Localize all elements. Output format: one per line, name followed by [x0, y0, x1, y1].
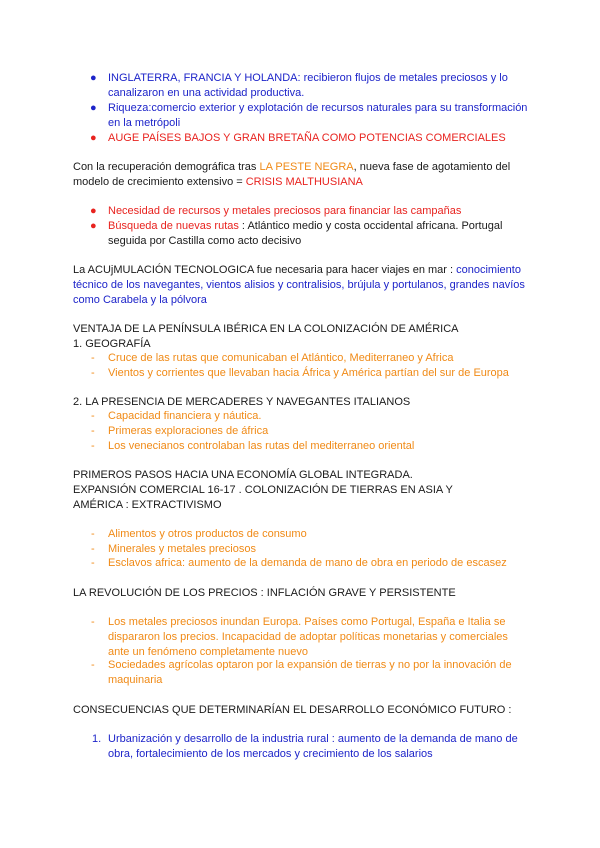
list2-item-1 — [90, 204, 528, 219]
list2-item-2-lead: Búsqueda de nuevas rutas — [108, 220, 239, 232]
dash-icon: - — [91, 440, 95, 452]
list2-item-2-rest: Atlántico medio y costa occidental africana. Portugal seguida por Castilla como acto decisivo — [108, 220, 503, 247]
list2-item-2-sep: : — [238, 220, 248, 232]
section1-item-1-text: Cruce de las rutas que comunicaban el Atlántico, Mediterraneo y Africa — [108, 352, 454, 364]
section1-subtitle: 1. GEOGRAFÍA — [73, 338, 151, 350]
section2-item-2-text: Primeras exploraciones de áfrica — [108, 425, 269, 437]
section3-item-1 — [91, 527, 528, 542]
bullet-icon: ● — [90, 205, 97, 217]
section5-title: CONSECUENCIAS QUE DETERMINARÍAN EL DESARROLLO ECONÓMICO FUTURO : — [73, 704, 512, 716]
para2-text-a: La ACUjMULACIÓN TECNOLOGICA fue necesaria para hacer viajes en mar : — [73, 264, 457, 276]
list1-item-1-rest: : recibieron flujos de metales preciosos y lo canalizaron en una actividad productiva. — [108, 72, 508, 99]
section2-item-2 — [91, 424, 528, 439]
list2-item-1-text: Necesidad de recursos y metales preciosos para financiar las campañas — [108, 205, 462, 217]
section3-title: PRIMEROS PASOS HACIA UNA ECONOMÍA GLOBAL INTEGRADA. EXPANSIÓN COMERCIAL 16-17 . COLONIZACIÓN DE TIERRAS EN ASIA Y AMÉRICA : EXTRACTIVISMO — [73, 469, 453, 511]
list1-item-2-rest: :comercio exterior y explotación de recursos naturales para su transformación en la metrópoli — [108, 102, 528, 129]
section3-item-3-text: Esclavos africa: aumento de la demanda de mano de obra en periodo de escasez — [108, 557, 507, 569]
bullet-icon: ● — [90, 102, 97, 114]
section2-item-3-text: Los venecianos controlaban las rutas del mediterraneo oriental — [108, 440, 415, 452]
dash-icon: - — [91, 557, 95, 569]
dash-icon: - — [91, 425, 95, 437]
list1-item-1 — [90, 71, 528, 101]
para1-text-a: Con la recuperación demográfica tras — [73, 161, 260, 173]
section3-item-1-text: Alimentos y otros productos de consumo — [108, 528, 307, 540]
section2-item-1-text: Capacidad financiera y náutica. — [108, 410, 262, 422]
section1-item-2-text: Vientos y corrientes que llevaban hacia África y América partían del sur de Europa — [108, 367, 509, 379]
section1-item-2 — [91, 366, 528, 381]
para1-text-c: , nueva fase de agotamiento del modelo de crecimiento extensivo = — [73, 161, 511, 188]
list2-item-2 — [90, 219, 528, 249]
section3-item-2-text: Minerales y metales preciosos — [108, 543, 256, 555]
list1-item-2 — [90, 101, 528, 131]
list1-item-2-lead: Riqueza — [108, 102, 149, 114]
paragraph-acumulacion — [73, 263, 533, 308]
list1-item-3 — [90, 131, 528, 146]
bullet-icon: ● — [90, 72, 97, 84]
section3-item-3 — [91, 556, 528, 571]
para1-text-b: LA PESTE NEGRA — [259, 161, 354, 173]
section2-item-1 — [91, 409, 528, 424]
section2-item-3 — [91, 439, 528, 454]
section1-item-1 — [91, 351, 528, 366]
list-number: 1. — [92, 733, 102, 745]
dash-icon: - — [91, 659, 95, 671]
section2-title: 2. LA PRESENCIA DE MERCADERES Y NAVEGANTES ITALIANOS — [73, 396, 411, 408]
list1-item-1-lead: INGLATERRA, FRANCIA Y HOLANDA — [108, 72, 298, 84]
section1-title: VENTAJA DE LA PENÍNSULA IBÉRICA EN LA COLONIZACIÓN DE AMÉRICA — [73, 323, 459, 335]
section3-item-2 — [91, 542, 528, 557]
section4-item-2 — [91, 658, 528, 688]
section4-item-1 — [91, 615, 528, 660]
section4-item-2-text: Sociedades agrícolas optaron por la expansión de tierras y no por la innovación de maquinaria — [108, 659, 512, 686]
section5-item-1 — [92, 732, 528, 762]
para2-text-b: conocimiento técnico de los navegantes, vientos alisios y contralisios, brújula y portulanos, grandes navíos como Carabela y la pólvora — [73, 264, 525, 306]
dash-icon: - — [91, 543, 95, 555]
section4-item-1-text: Los metales preciosos inundan Europa. Países como Portugal, España e Italia se dispararon los precios. Incapacidad de adoptar políticas monetarias y comerciales ante un fenómeno completamente nuevo — [108, 616, 508, 658]
paragraph-peste-negra — [73, 160, 533, 190]
dash-icon: - — [91, 352, 95, 364]
dash-icon: - — [91, 528, 95, 540]
bullet-icon: ● — [90, 220, 97, 232]
section4-title: LA REVOLUCIÓN DE LOS PRECIOS : INFLACIÓN GRAVE Y PERSISTENTE — [73, 587, 456, 599]
para1-text-d: CRISIS MALTHUSIANA — [245, 176, 363, 188]
section5-item-1-text: Urbanización y desarrollo de la industria rural : aumento de la demanda de mano de obra, fortalecimiento de los mercados y crecimiento de los salarios — [108, 733, 518, 760]
dash-icon: - — [91, 367, 95, 379]
dash-icon: - — [91, 616, 95, 628]
dash-icon: - — [91, 410, 95, 422]
bullet-icon: ● — [90, 132, 97, 144]
list1-item-3-lead: AUGE PAÍSES BAJOS Y GRAN BRETAÑA COMO POTENCIAS COMERCIALES — [108, 132, 506, 144]
